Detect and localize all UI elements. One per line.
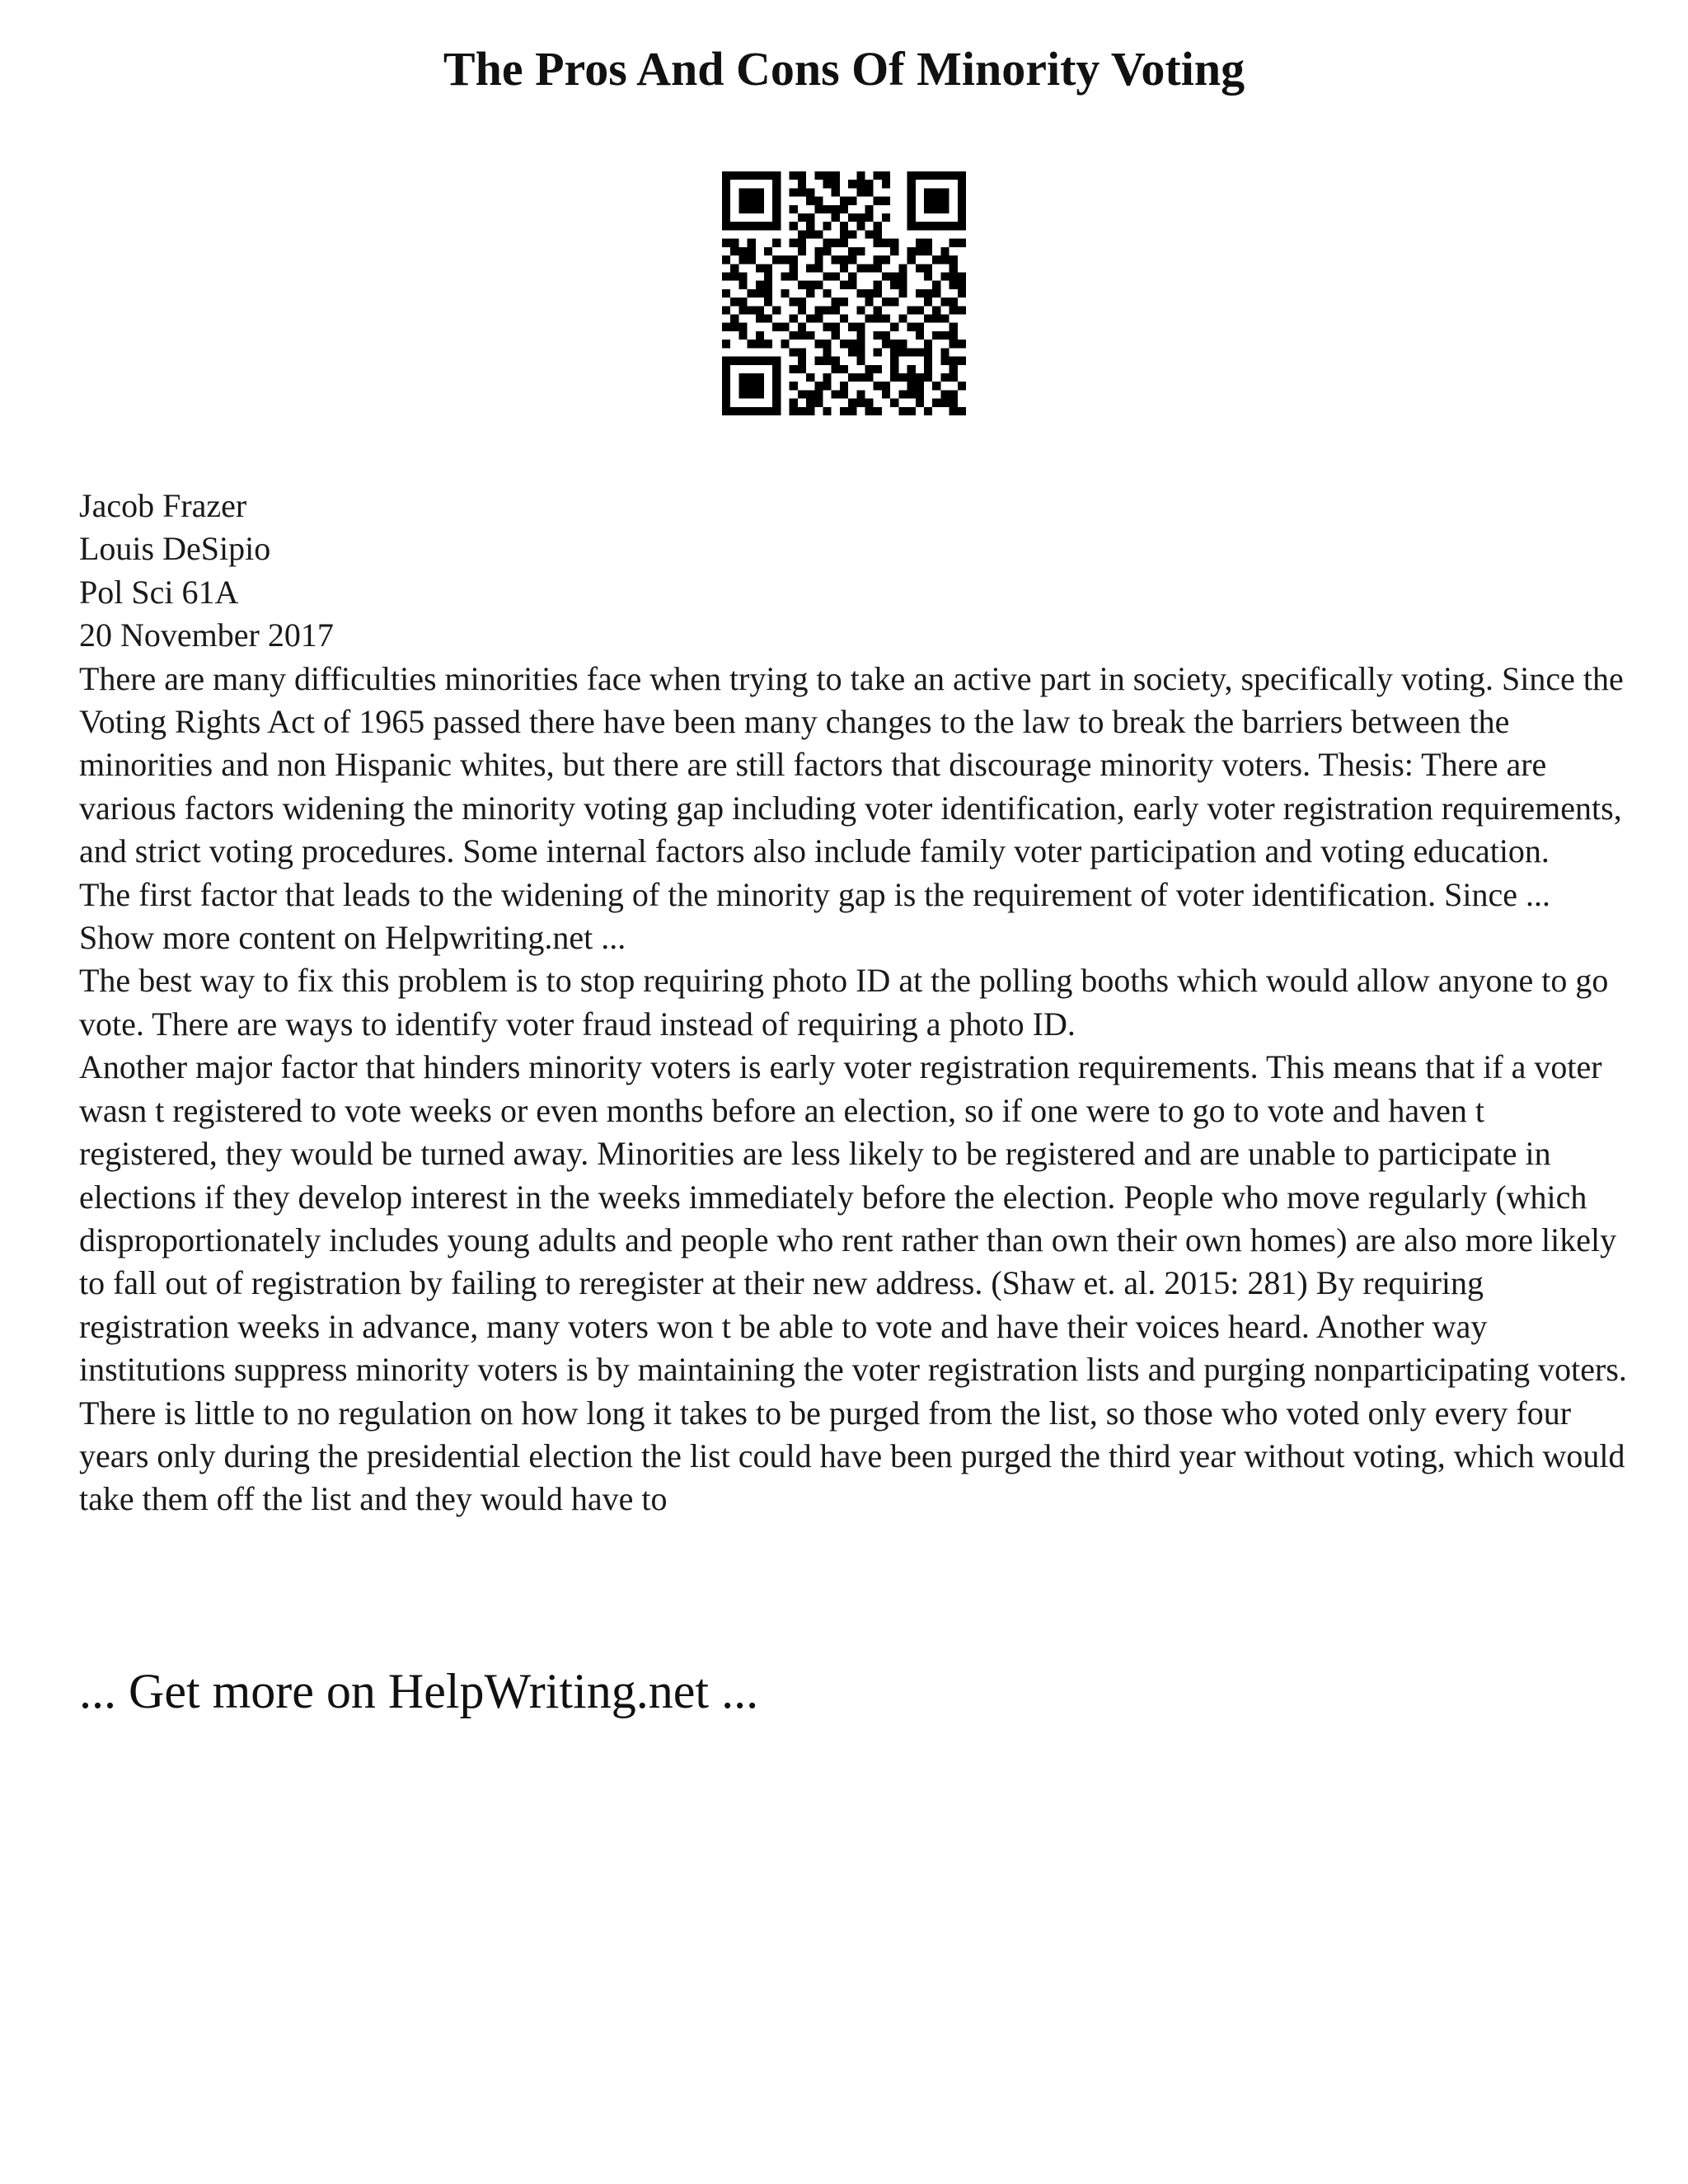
body-paragraph: The best way to fix this problem is to stop requiring photo ID at the polling booths which would allow anyone to go vote. There are ways to identify voter fraud instead of requiring a photo ID. (79, 962, 1609, 1043)
instructor-name: Louis DeSipio (79, 530, 271, 568)
document-body (79, 485, 1629, 1521)
get-more-link[interactable]: ... Get more on HelpWriting.net ... (79, 1664, 759, 1718)
document-date: 20 November 2017 (79, 616, 334, 654)
qr-code-icon (722, 171, 966, 415)
course-name: Pol Sci 61A (79, 573, 239, 611)
document-title: The Pros And Cons Of Minority Voting (443, 42, 1245, 96)
author-name: Jacob Frazer (79, 487, 247, 524)
body-paragraph: The first factor that leads to the widening of the minority gap is the requirement of voter identification. Since ... Show more content on Helpwriting.net ... (79, 875, 1551, 957)
body-paragraph: There are many difficulties minorities face when trying to take an active part in society, specifically voting. Since the Voting Rights Act of 1965 passed there have been many changes to the law to break the barriers between the minorities and non Hispanic whites, but there are still factors that discourage minority voters. Thesis: There are various factors widening the minority voting gap including voter identification, early voter registration requirements, and strict voting procedures. Some internal factors also include family voter participation and voting education. (79, 659, 1624, 870)
body-paragraph: Another major factor that hinders minority voters is early voter registration requirements. This means that if a voter wasn t registered to vote weeks or even months before an election, so if one were to go to vote and haven t registered, they would be turned away. Minorities are less likely to be registered and are unable to participate in elections if they develop interest in the weeks immediately before the election. People who move regularly (which disproportionately includes young adults and people who rent rather than own their own homes) are also more likely to fall out of registration by failing to reregister at their new address. (Shaw et. al. 2015: 281) By requiring registration weeks in advance, many voters won t be able to vote and have their voices heard. Another way institutions suppress minority voters is by maintaining the voter registration lists and purging nonparticipating voters. There is little to no regulation on how long it takes to be purged from the list, so those who voted only every four years only during the presidential election the list could have been purged the third year without voting, which would take them off the list and they would have to (79, 1048, 1627, 1518)
